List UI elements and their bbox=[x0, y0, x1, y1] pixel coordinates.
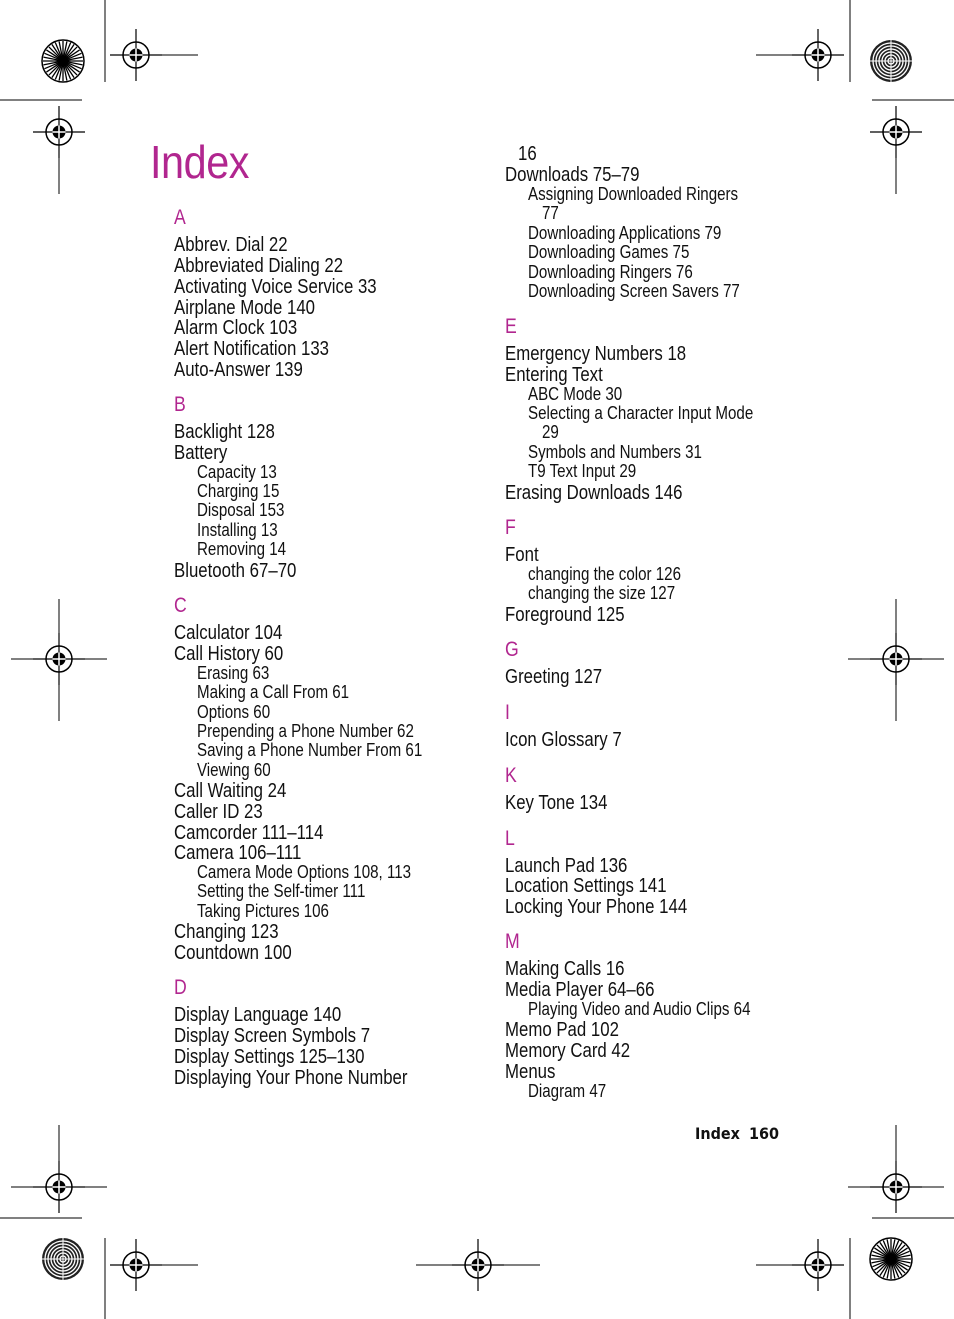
index-letter-heading: M bbox=[505, 930, 520, 953]
index-entry: Backlight 128 bbox=[174, 421, 275, 443]
index-entry: Countdown 100 bbox=[174, 942, 292, 964]
index-letter-heading: K bbox=[505, 764, 517, 787]
page-number: 160 bbox=[748, 1124, 780, 1143]
index-letter-heading: F bbox=[505, 516, 516, 539]
index-subentry: Diagram 47 bbox=[528, 1081, 607, 1101]
index-entry: Battery bbox=[174, 442, 228, 464]
index-subentry: Making a Call From 61 bbox=[197, 682, 350, 702]
index-entry: Locking Your Phone 144 bbox=[505, 896, 688, 918]
index-entry: Abbreviated Dialing 22 bbox=[174, 255, 344, 277]
index-letter-heading: I bbox=[505, 701, 510, 724]
index-entry: Entering Text bbox=[505, 364, 603, 386]
page-footer bbox=[695, 1124, 779, 1143]
index-entry: Emergency Numbers 18 bbox=[505, 343, 687, 365]
index-entry: Launch Pad 136 bbox=[505, 855, 628, 877]
index-entry: Bluetooth 67–70 bbox=[174, 560, 297, 582]
index-entry: Displaying Your Phone Number bbox=[174, 1067, 408, 1089]
index-entry: Calculator 104 bbox=[174, 622, 283, 644]
index-letter-heading: L bbox=[505, 827, 515, 850]
index-entry: Airplane Mode 140 bbox=[174, 297, 316, 319]
index-entry: Greeting 127 bbox=[505, 666, 603, 688]
index-entry: Memo Pad 102 bbox=[505, 1019, 619, 1041]
index-entry: 16 bbox=[518, 143, 537, 165]
index-subentry: Downloading Games 75 bbox=[528, 242, 690, 262]
index-entry: Display Language 140 bbox=[174, 1004, 342, 1026]
index-entry: Alert Notification 133 bbox=[174, 338, 330, 360]
index-entry: Display Screen Symbols 7 bbox=[174, 1025, 371, 1047]
index-letter-heading: C bbox=[174, 594, 187, 617]
index-entry: Call Waiting 24 bbox=[174, 780, 287, 802]
index-entry: Icon Glossary 7 bbox=[505, 729, 622, 751]
index-letter-heading: G bbox=[505, 638, 519, 661]
index-entry: Changing 123 bbox=[174, 921, 279, 943]
index-entry: Memory Card 42 bbox=[505, 1040, 631, 1062]
index-subentry: Installing 13 bbox=[197, 520, 278, 540]
page-title: Index bbox=[150, 136, 250, 188]
index-subentry: Options 60 bbox=[197, 702, 271, 722]
index-letter-heading: A bbox=[174, 206, 186, 229]
index-entry: Call History 60 bbox=[174, 643, 284, 665]
index-subentry: Symbols and Numbers 31 bbox=[528, 442, 702, 462]
index-entry: Font bbox=[505, 544, 539, 566]
index-subentry: Prepending a Phone Number 62 bbox=[197, 721, 414, 741]
index-subentry: Downloading Applications 79 bbox=[528, 223, 722, 243]
index-subentry: changing the size 127 bbox=[528, 583, 676, 603]
index-subentry: Camera Mode Options 108, 113 bbox=[197, 862, 412, 882]
index-subentry: Charging 15 bbox=[197, 481, 280, 501]
index-subentry: 29 bbox=[542, 422, 559, 442]
index-subentry: Setting the Self-timer 111 bbox=[197, 881, 366, 901]
index-entry: Activating Voice Service 33 bbox=[174, 276, 377, 298]
index-subentry: Disposal 153 bbox=[197, 500, 285, 520]
index-subentry: Removing 14 bbox=[197, 539, 287, 559]
index-letter-heading: E bbox=[505, 315, 517, 338]
index-entry: Downloads 75–79 bbox=[505, 164, 640, 186]
index-entry: Making Calls 16 bbox=[505, 958, 625, 980]
footer-section: Index bbox=[695, 1124, 740, 1143]
index-entry: Key Tone 134 bbox=[505, 792, 608, 814]
index-entry: Media Player 64–66 bbox=[505, 979, 655, 1001]
index-subentry: Downloading Ringers 76 bbox=[528, 262, 693, 282]
index-entry: Caller ID 23 bbox=[174, 801, 263, 823]
index-subentry: Playing Video and Audio Clips 64 bbox=[528, 999, 751, 1019]
index-entry: Camcorder 111–114 bbox=[174, 822, 324, 844]
index-letter-heading: D bbox=[174, 976, 187, 999]
index-subentry: Selecting a Character Input Mode bbox=[528, 403, 754, 423]
index-subentry: changing the color 126 bbox=[528, 564, 681, 584]
index-entry: Foreground 125 bbox=[505, 604, 625, 626]
index-entry: Camera 106–111 bbox=[174, 842, 302, 864]
index-subentry: Taking Pictures 106 bbox=[197, 901, 329, 921]
index-subentry: Assigning Downloaded Ringers bbox=[528, 184, 739, 204]
index-entry: Abbrev. Dial 22 bbox=[174, 234, 288, 256]
index-entry: Location Settings 141 bbox=[505, 875, 667, 897]
index-subentry: Viewing 60 bbox=[197, 760, 271, 780]
index-letter-heading: B bbox=[174, 393, 186, 416]
index-entry: Display Settings 125–130 bbox=[174, 1046, 365, 1068]
index-subentry: Capacity 13 bbox=[197, 462, 277, 482]
index-entry: Alarm Clock 103 bbox=[174, 317, 298, 339]
index-subentry: ABC Mode 30 bbox=[528, 384, 623, 404]
index-subentry: 77 bbox=[542, 203, 559, 223]
index-entry: Auto-Answer 139 bbox=[174, 359, 303, 381]
index-entry: Menus bbox=[505, 1061, 556, 1083]
index-subentry: Erasing 63 bbox=[197, 663, 270, 683]
index-subentry: Saving a Phone Number From 61 bbox=[197, 740, 423, 760]
index-subentry: Downloading Screen Savers 77 bbox=[528, 281, 740, 301]
index-subentry: T9 Text Input 29 bbox=[528, 461, 637, 481]
index-entry: Erasing Downloads 146 bbox=[505, 482, 683, 504]
